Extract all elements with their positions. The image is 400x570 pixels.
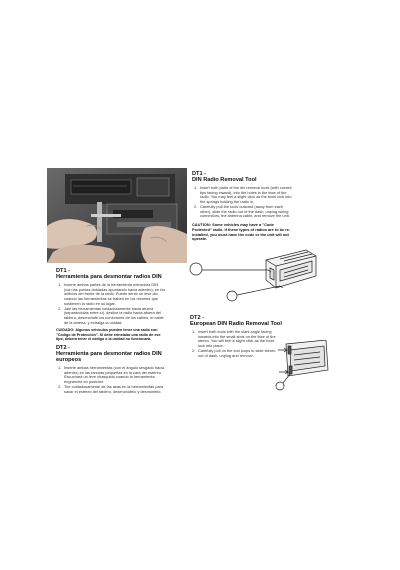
radio-with-din-removal-keys-illustration (188, 244, 318, 306)
dt2-graphic (270, 340, 330, 395)
radio-with-european-din-tools-illustration (270, 340, 330, 395)
hands-removing-radio-photo (47, 168, 187, 263)
dt1-es-code: DT1 - (56, 268, 70, 274)
photo-graphic (47, 168, 187, 263)
dt2-en-title: European DIN Radio Removal Tool (190, 321, 282, 327)
list-item: 2. Carefully pull the tools outward (away from each other), slide the radio out of the dash, unplug wiring connectors, the antenna cable, and remove the unit. (194, 203, 290, 219)
list-item: 1. Inserte ambas partes de la herramienta extractora DIN (con las puntas dobladas apuntando hacia adentro), en los orificios del frente de la radio. Puede sentir un leve clic cuando las herramientas se traben en los resortes que sostienen la radio en su lugar. (58, 282, 166, 306)
dt2-en-steps (192, 330, 278, 358)
dt1-en-caution: CAUTION: Some vehicles may have a "Code Protected" radio. If these types of radios are to be re-installed, you must have the code or the unit will not operate. (192, 222, 291, 242)
list-item: 2. Carefully pull on the tool loops to slide stereo out of dash, unplug and remove. (192, 347, 276, 358)
list-item: 2. Tire cuidadosamente de las asas en la herramientas para sacar el estéreo del tablero, desenchúfelo y desmóntelo. (58, 383, 164, 394)
dt1-es-title: Herramienta para desmontar radios DIN (56, 274, 162, 280)
dt1-graphic (188, 244, 318, 306)
dt1-es-steps (58, 283, 166, 325)
list-item: 2. Jale las herramientas cuidadosamente hacia afuera (separándolas entre sí), deslice la radio hacia afuera del tablero, desenchufe los conectores de los cables, el cable de la antena, y extraiga la unidad. (58, 305, 164, 325)
dt1-es-caution: CUIDADO: Algunos vehículos pueden tener una radio con "Código de Protección". Si debe reinstalar una radio de ese tipo, deberá tener el código o la unidad no funcionará. (56, 328, 161, 341)
dt1-en-title: DIN Radio Removal Tool (192, 177, 257, 183)
dt2-es-title: Herramienta para desmontar radios DIN europeos (56, 351, 162, 364)
dt2-en-code: DT2 - (190, 315, 204, 321)
dt1-en-steps (194, 186, 294, 219)
dt1-en-code: DT1 - (192, 171, 206, 177)
list-item: 1. Insert both tools with the slant angle facing inwards into the small slots on the face of the stereo. You will feel a slight click as the tools lock into place. (192, 329, 276, 349)
dt2-es-code: DT2 - (56, 345, 70, 351)
list-item: 1. Inserte ambas herramientas (con el ángulo sesgado hacia adentro) en las ranuras pequeñas en la cara del estéreo. Escuchará un leve chasquido cuando la herramienta engranche en posición. (58, 365, 165, 385)
list-item: 1. Insert both parts of the din removal tools (with curved tips facing inward), into the holes in the face of the radio. You may feel a slight click as the tools lock into the springs holding the radio in. (194, 185, 292, 205)
dt2-es-steps (58, 366, 166, 394)
